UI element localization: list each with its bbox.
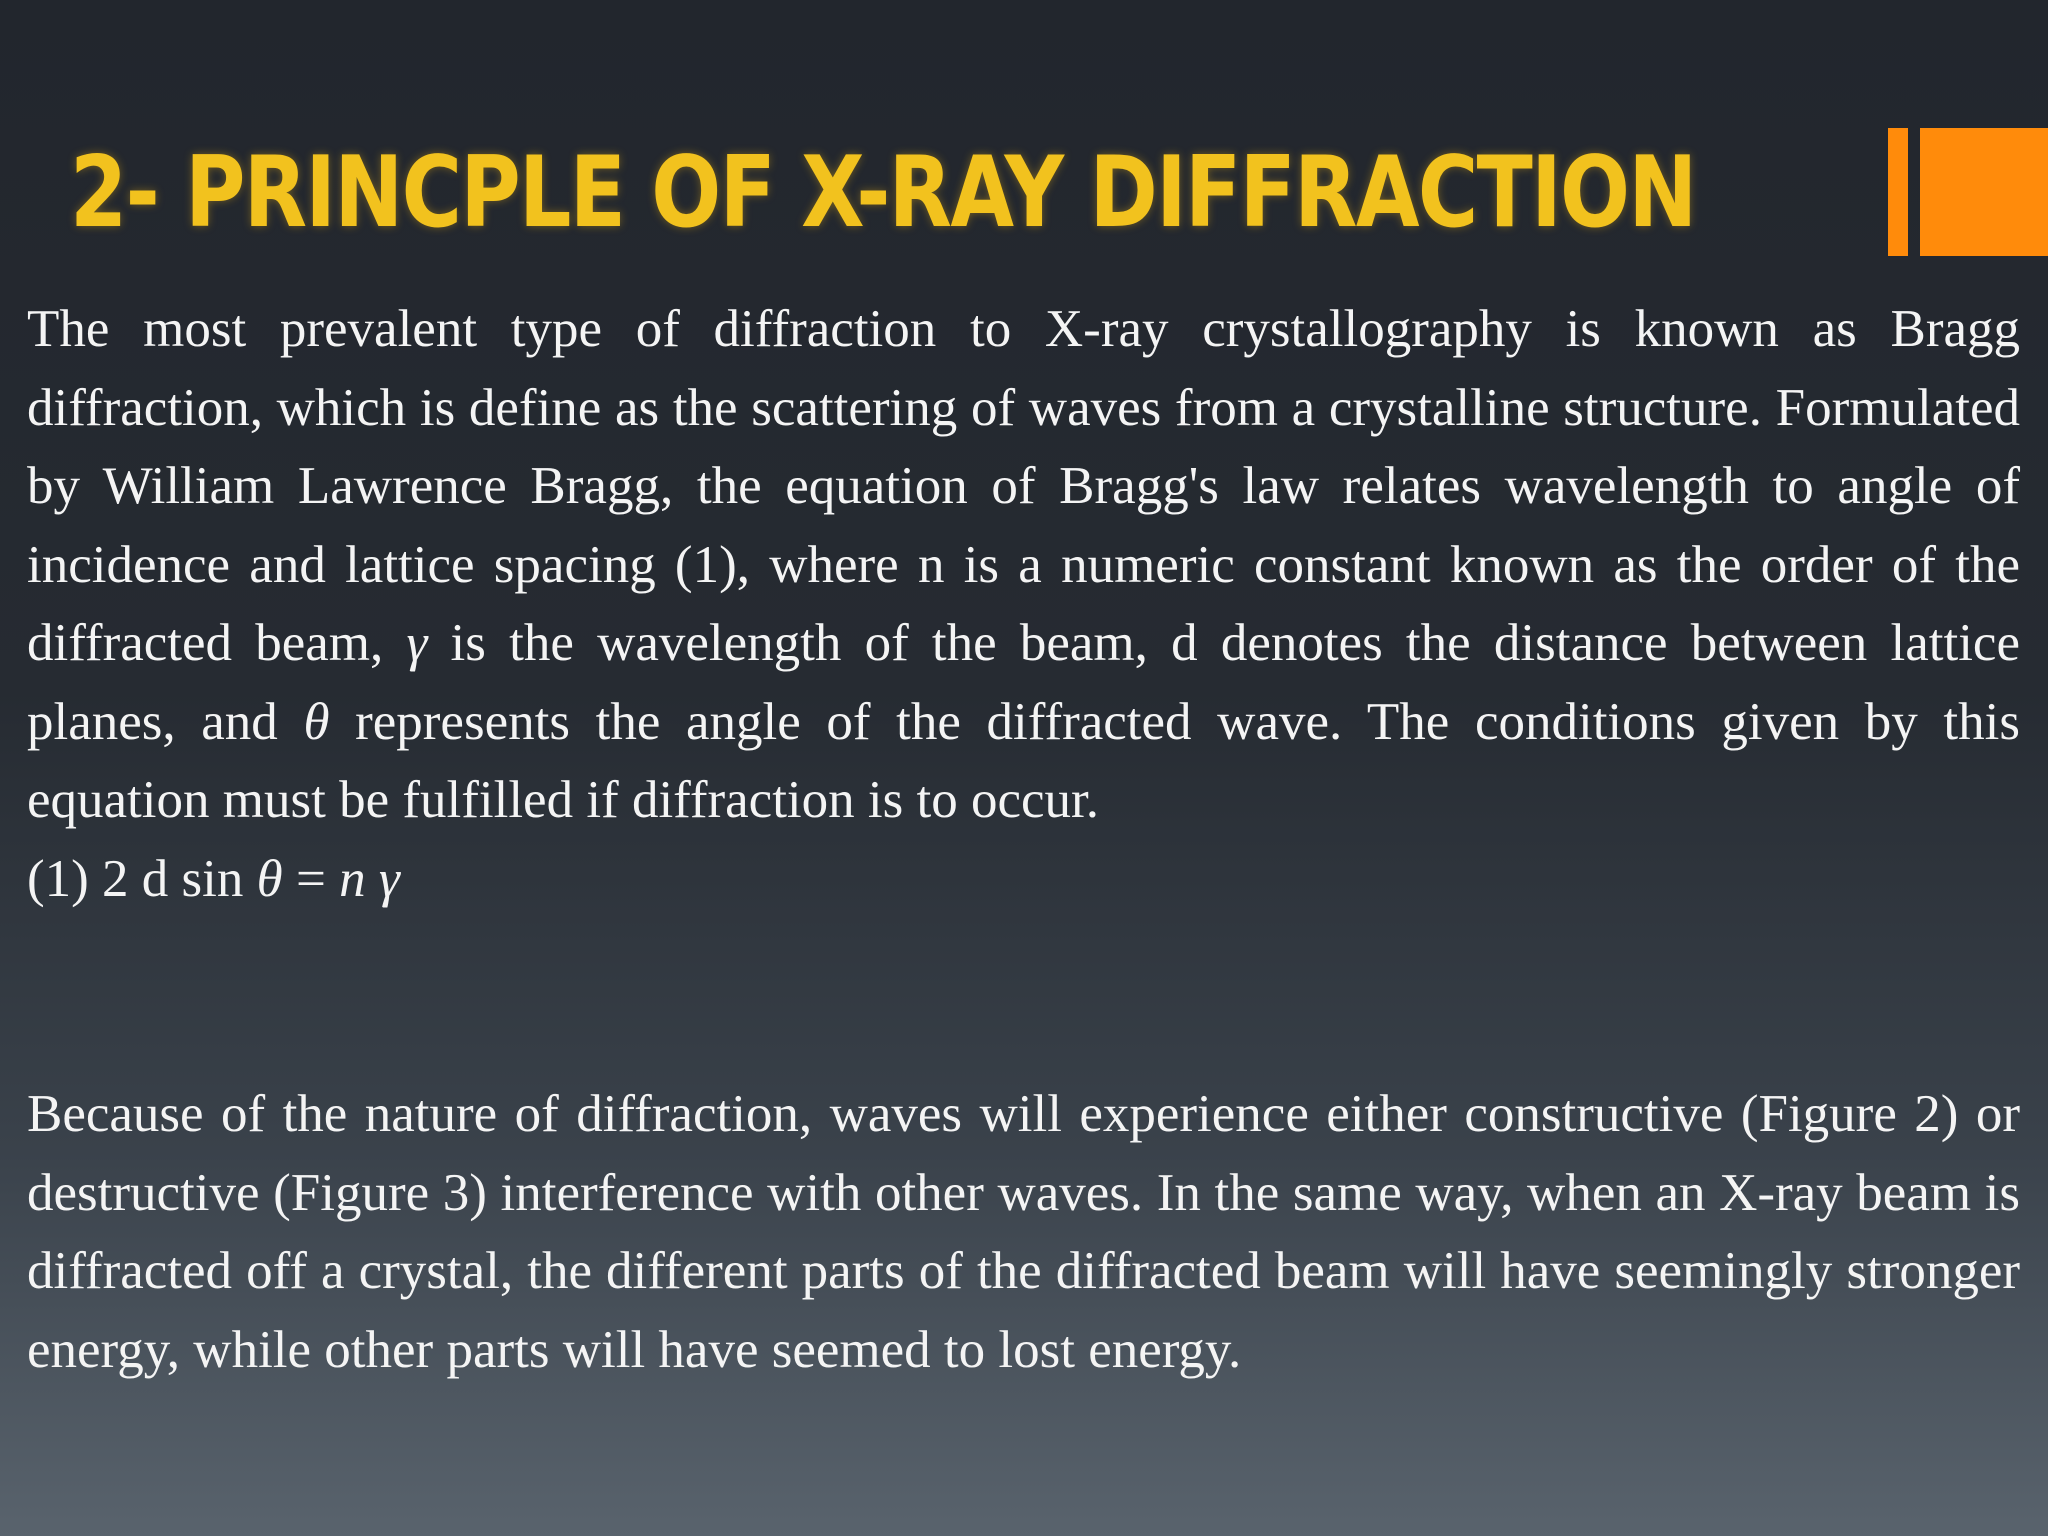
equation-prefix: (1) 2 d sin [27,850,257,908]
title-accent-block [1920,128,2048,256]
equation-n: n [339,850,366,908]
equation-equals: = [282,850,340,908]
equation-gamma: γ [365,850,400,908]
paragraph1-text-part3: represents the angle of the diffracted wave. The conditions given by this equation must be fulfilled if diffraction is to occur. [27,692,2020,829]
paragraph-interference: Because of the nature of diffraction, waves will experience either constructive (Figure 2) or destructive (Figure 3) interference with other waves. In the same way, when an X-ray beam is diffracted off a crystal, the different parts of the diffracted beam will have seemingly stronger energy, while other parts will have seemed to lost energy. [27,1085,2020,1379]
paragraph-bragg-diffraction [27,290,2020,840]
slide-title: 2- PRINCPLE OF X-RAY DIFFRACTION [70,136,1696,250]
paragraph1-text-part1: The most prevalent type of diffraction to X-ray crystallography is known as Bragg diffraction, which is define as the scattering of waves from a crystalline structure. Formulated by William Lawrence Bragg, the equation of Bragg's law relates wavelength to angle of incidence and lattice spacing (1), where n is a numeric constant known as the order of the diffracted beam, [27,300,2020,672]
bragg-equation [27,840,2020,919]
paragraph1-text-part2: is the wavelength of the beam, d denotes the distance between lattice planes, and [27,614,2020,751]
equation-theta: θ [256,850,283,908]
title-accent-bar [1888,128,1908,256]
gamma-symbol: γ [406,614,428,672]
theta-symbol: θ [303,692,330,751]
